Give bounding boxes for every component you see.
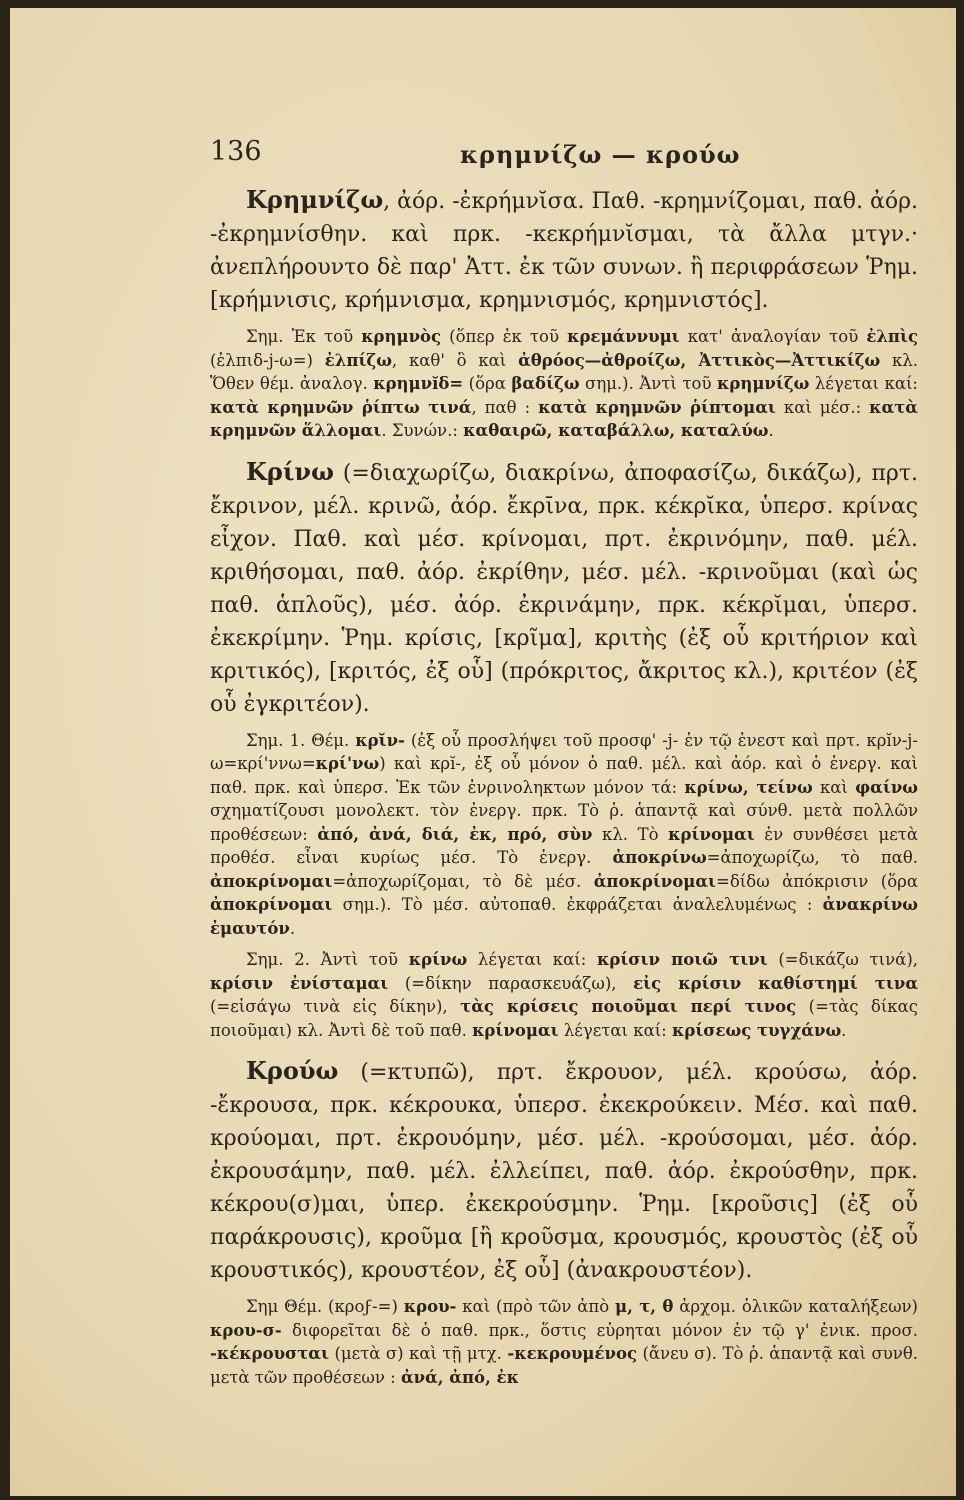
entry-body: , ἀόρ. -ἐκρήμνῐσα. Παθ. -κρημνίζομαι, παθ. ἀόρ. -ἐκρημνίσθην. καὶ πρκ. -κεκρήμνῐσμαι, τὰ ἄλλα μτγν.· ἀνεπλήρουντο δὲ παρ' Ἀττ. ἐκ τῶν συνων. ἢ περιφράσεων Ῥημ. [κρήμνισις, κρήμνισμα, κρημνισμός, κρημνιστός]. xyxy=(210,189,918,313)
entry-body: (=κτυπῶ), πρτ. ἔκρουον, μέλ. κρούσω, ἀόρ. -ἔκρουσα, πρκ. κέκρουκα, ὑπερσ. ἐκεκρούκειν. Μέσ. καὶ παθ. κρούομαι, πρτ. ἐκρουόμην, μέσ. μέλ. -κρούσομαι, μέσ. ἀόρ. ἐκρουσάμην, παθ. μέλ. ἐλλείπει, παθ. ἀόρ. ἐκρούσθην, πρκ. κέκρου(σ)μαι, ὑπερ. ἐκεκρούσμην. Ῥημ. [κροῦσις] (ἐξ οὗ παράκρουσις), κροῦμα [ἢ κροῦσμα, κρουσμός, κρουστὸς (ἐξ οὗ κρουστικός), κρουστέον, ἐξ οὗ] (ἀνακρουστέον). xyxy=(210,1060,918,1283)
entry-krouo xyxy=(210,1054,918,1287)
note-krino-1: Σημ. 1. Θέμ. κρῐν- (ἐξ οὗ προσλήψει τοῦ προσφ' -j- ἐν τῷ ἐνεστ καὶ πρτ. κρĭν-j-ω=κρί'ννω=κρί'νω) καὶ κρĭ-, ἐξ οὗ μόνον ὁ παθ. μέλ. καὶ ἀόρ. καὶ ὁ ἐνεργ. καὶ παθ. πρκ. καὶ ὑπερσ. Ἐκ τῶν ἐνρινοληκτων μόνον τά: κρίνω, τείνω καὶ φαίνω σχηματίζουσι μονολεκτ. τὸν ἐνεργ. πρκ. Τὸ ῥ. ἁπαντᾷ καὶ σύνθ. μετὰ πολλῶν προθέσεων: ἀπό, ἀνά, διά, ἐκ, πρό, σὺν κλ. Τὸ κρίνομαι ἐν συνθέσει μετὰ προθέσ. εἶναι κυρίως μέσ. Τὸ ἐνεργ. ἀποκρίνω=ἀποχωρίζω, τὸ παθ. ἀποκρίνομαι=ἀποχωρίζομαι, τὸ δὲ μέσ. ἀποκρίνομαι=δίδω ἀπόκρισιν (ὅρα ἀποκρίνομαι σημ.). Τὸ μέσ. αὐτοπαθ. ἐκφράζεται ἀναλελυμένως : ἀνακρίνω ἐμαυτόν. xyxy=(210,730,919,938)
lemma: Κρούω xyxy=(246,1056,339,1085)
running-head: κρημνίζω — κρούω xyxy=(460,140,741,169)
note-krouo: Σημ Θέμ. (κροϝ-=) κρου- καὶ (πρὸ τῶν ἀπὸ μ, τ, θ ἀρχομ. ὁλικῶν καταλήξεων) κρου-σ- διφορεῖται δὲ ὁ παθ. πρκ., ὅστις εὑρηται μόνον ἐν τῷ γ' ἐνικ. προσ. -κέκρουσται (μετὰ σ) καὶ τῇ μτχ. -κεκρουμένος (ἄνευ σ). Τὸ ῥ. ἁπαντᾷ καὶ συνθ. μετὰ τῶν προθέσεων : ἀνά, ἀπό, ἐκ xyxy=(210,1297,919,1387)
page-header xyxy=(210,136,910,176)
entry-body: (=διαχωρίζω, διακρίνω, ἀποφασίζω, δικάζω), πρτ. ἔκρινον, μέλ. κρινῶ, ἀόρ. ἔκρῑνα, πρκ. κέκρῐκα, ὑπερσ. κρίνας εἶχον. Παθ. καὶ μέσ. κρίνομαι, πρτ. ἐκρινόμην, παθ. μέλ. κριθήσομαι, παθ. ἀόρ. ἐκρίθην, μέσ. μέλ. -κρινοῦμαι (καὶ ὡς παθ. ἁπλοῦς), μέσ. ἀόρ. ἐκρινάμην, πρκ. κέκρῐμαι, ὑπερσ. ἐκεκρίμην. Ῥημ. κρίσις, [κρῖμα], κριτὴς (ἐξ οὗ κριτήριον καὶ κριτικός), [κριτός, ἐξ οὗ] (πρόκριτος, ἄκριτος κλ.), κριτέον (ἐξ οὗ ἐγκριτέον). xyxy=(210,460,918,717)
page-number: 136 xyxy=(210,136,262,167)
entry-krimnizo xyxy=(210,183,918,317)
note-krimnizo: Σημ. Ἐκ τοῦ κρημνὸς (ὅπερ ἐκ τοῦ κρεμάννυμι κατ' ἀναλογίαν τοῦ ἐλπὶς (ἐλπιδ-j-ω=) ἐλπίζω, καθ' ὃ καὶ ἀθρόος—ἀθροίζω, Ἀττικὸς—Ἀττικίζω κλ. Ὅθεν θέμ. ἀναλογ. κρημνĭδ= (ὅρα βαδίζω σημ.). Ἀντὶ τοῦ κρημνίζω λέγεται καί: κατὰ κρημνῶν ῥίπτω τινά, παθ : κατὰ κρημνῶν ῥίπτομαι καὶ μέσ.: κατὰ κρημνῶν ἅλλομαι. Συνών.: καθαιρῶ, καταβάλλω, καταλύω. xyxy=(210,327,919,440)
note-krino-2: Σημ. 2. Ἀντὶ τοῦ κρίνω λέγεται καί: κρίσιν ποιῶ τινι (=δικάζω τινά), κρίσιν ἐνίσταμαι (=δίκην παρασκευάζω), εἰς κρίσιν καθίστημί τινα (=εἰσάγω τινὰ εἰς δίκην), τὰς κρίσεις ποιοῦμαι περί τινος (=τὰς δίκας ποιοῦμαι) κλ. Ἀντὶ δὲ τοῦ παθ. κρίνομαι λέγεται καί: κρίσεως τυγχάνω. xyxy=(210,950,919,1040)
lemma: Κρημνίζω xyxy=(246,185,384,214)
page-text xyxy=(210,183,918,1389)
lemma: Κρίνω xyxy=(246,456,334,486)
entry-krino xyxy=(210,455,918,721)
book-page xyxy=(10,8,956,1496)
